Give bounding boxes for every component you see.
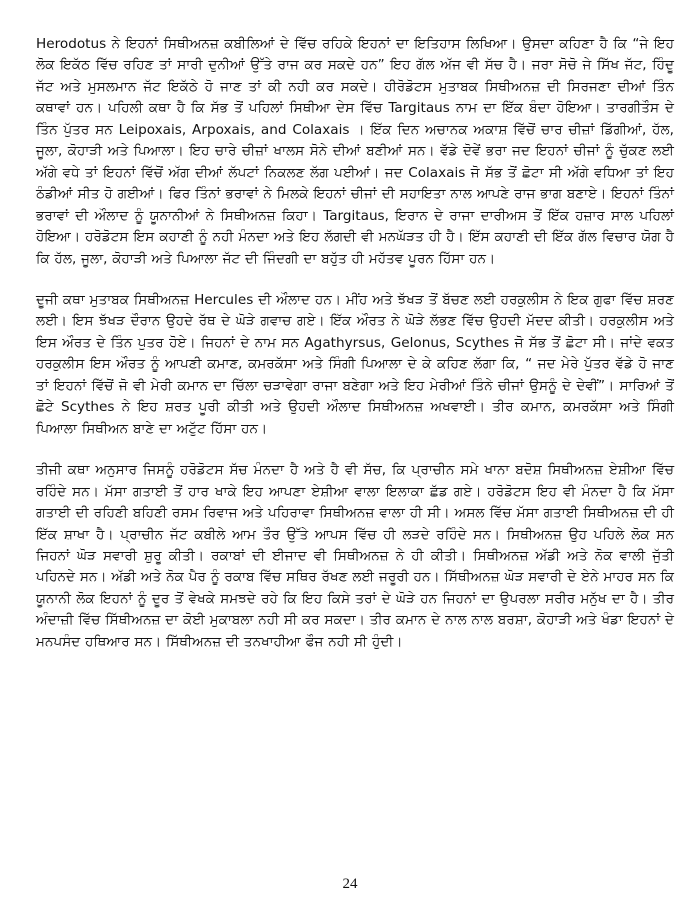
page-number: 24 xyxy=(342,876,358,892)
paragraph-second-legend: ਦੂਜੀ ਕਥਾ ਮੁਤਾਬਕ ਸਿਥੀਅਨਜ਼ Hercules ਦੀ ਔਲਾਦ ਹਨ। ਮੀਂਹ ਅਤੇ ਝੱਖੜ ਤੋਂ ਬੱਚਣ ਲਈ ਹਰਕੁਲੀਸ ਨੇ ਇਕ ਗੁਫਾ ਵਿੱਚ ਸ਼ਰਣ ਲਈ। ਇਸ ਝੱਖੜ ਦੌਰਾਨ ਉਹਦੇ ਰੱਥ ਦੇ ਘੋੜੇ ਗਵਾਚ ਗਏ। ਇੱਕ ਔਰਤ ਨੇ ਘੋੜੇ ਲੱਭਣ ਵਿੱਚ ਉਹਦੀ ਮੱਦਦ ਕੀਤੀ। ਹਰਕੁਲੀਸ ਅਤੇ ਇਸ ਔਰਤ ਦੇ ਤਿੰਨ ਪੁਤਰ ਹੋਏ। ਜਿਹਨਾਂ ਦੇ ਨਾਮ ਸਨ Agathyrsus, Gelonus, Scythes ਜੋ ਸੱਭ ਤੋਂ ਛੋਟਾ ਸੀ। ਜਾਂਦੇ ਵਕਤ ਹਰਕੁਲੀਸ ਇਸ ਔਰਤ ਨੂੰ ਆਪਣੀ ਕਮਾਣ, ਕਮਰਕੱਸਾ ਅਤੇ ਸਿੰਗੀ ਪਿਆਲਾ ਦੇ ਕੇ ਕਹਿਣ ਲੱਗਾ ਕਿ, “ ਜਦ ਮੇਰੇ ਪੁੱਤਰ ਵੱਡੇ ਹੋ ਜਾਣ ਤਾਂ ਇਹਨਾਂ ਵਿੱਚੋਂ ਜੋ ਵੀ ਮੇਰੀ ਕਮਾਨ ਦਾ ਚਿੱਲਾ ਚੜਾਵੇਗਾ ਰਾਜਾ ਬਣੇਗਾ ਅਤੇ ਇਹ ਮੇਰੀਆਂ ਤਿੰਨੇ ਚੀਜਾਂ ਉਸਨੂੰ ਦੇ ਦੇਵੀਂ”। ਸਾਰਿਆਂ ਤੋਂ ਛੋਟੇ Scythes ਨੇ ਇਹ ਸ਼ਰਤ ਪੂਰੀ ਕੀਤੀ ਅਤੇ ਉਹਦੀ ਔਲਾਦ ਸਿਥੀਅਨਜ਼ ਅਖਵਾਈ। ਤੀਰ ਕਮਾਨ, ਕਮਰਕੱਸਾ ਅਤੇ ਸਿੰਗੀ ਪਿਆਲਾ ਸਿਥੀਅਨ ਬਾਣੇ ਦਾ ਅਟੁੱਟ ਹਿੱਸਾ ਹਨ। xyxy=(36,291,674,437)
paragraph-first-legend: Herodotus ਨੇ ਇਹਨਾਂ ਸਿਥੀਅਨਜ਼ ਕਬੀਲਿਆਂ ਦੇ ਵਿੱਚ ਰਹਿਕੇ ਇਹਨਾਂ ਦਾ ਇਤਿਹਾਸ ਲਿਖਿਆ। ਉਸਦਾ ਕਹਿਣਾ ਹੈ ਕਿ “ਜੇ ਇਹ ਲੋਕ ਇਕੱਠ ਵਿੱਚ ਰਹਿਣ ਤਾਂ ਸਾਰੀ ਦੁਨੀਆਂ ਉੱਤੇ ਰਾਜ ਕਰ ਸਕਦੇ ਹਨ” ਇਹ ਗੱਲ ਅੱਜ ਵੀ ਸੱਚ ਹੈ। ਜਰਾ ਸੋਚੋ ਜੇ ਸਿੱਖ ਜੱਟ, ਹਿੰਦੂ ਜੱਟ ਅਤੇ ਮੁਸਲਮਾਨ ਜੱਟ ਇਕੱਠੇ ਹੋ ਜਾਣ ਤਾਂ ਕੀ ਨਹੀ ਕਰ ਸਕਦੇ। ਹੀਰੋਡੋਟਸ ਮੁਤਾਬਕ ਸਿਥੀਅਨਜ਼ ਦੀ ਸਿਰਜਣਾ ਦੀਆਂ ਤਿੰਨ ਕਥਾਵਾਂ ਹਨ। ਪਹਿਲੀ ਕਥਾ ਹੈ ਕਿ ਸੱਭ ਤੋਂ ਪਹਿਲਾਂ ਸਿਥੀਆ ਦੇਸ ਵਿੱਚ Targitaus ਨਾਮ ਦਾ ਇੱਕ ਬੰਦਾ ਹੋਇਆ। ਤਾਰਗੀਤੌਸ ਦੇ ਤਿੰਨ ਪੁੱਤਰ ਸਨ Leipoxais, Arpoxais, and Colaxais । ਇੱਕ ਦਿਨ ਅਚਾਨਕ ਅਕਾਸ਼ ਵਿੱਚੋਂ ਚਾਰ ਚੀਜ਼ਾਂ ਡਿੱਗੀਆਂ, ਹੱਲ, ਜੂਲਾ, ਕੋਹਾੜੀ ਅਤੇ ਪਿਆਲਾ। ਇਹ ਚਾਰੇ ਚੀਜ਼ਾਂ ਖਾਲਸ ਸੋਨੇ ਦੀਆਂ ਬਣੀਆਂ ਸਨ। ਵੱਡੇ ਦੋਵੇਂ ਭਰਾ ਜਦ ਇਹਨਾਂ ਚੀਜਾਂ ਨੂੰ ਚੁੱਕਣ ਲਈ ਅੱਗੇ ਵਧੇ ਤਾਂ ਇਹਨਾਂ ਵਿੱਚੋਂ ਅੱਗ ਦੀਆਂ ਲੱਪਟਾਂ ਨਿਕਲਣ ਲੱਗ ਪਈਆਂ। ਜਦ Colaxais ਜੋ ਸੱਭ ਤੋਂ ਛੋਟਾ ਸੀ ਅੱਗੇ ਵਧਿਆ ਤਾਂ ਇਹ ਠੰਡੀਆਂ ਸੀਤ ਹੋ ਗਈਆਂ। ਫਿਰ ਤਿੰਨਾਂ ਭਰਾਵਾਂ ਨੇ ਮਿਲਕੇ ਇਹਨਾਂ ਚੀਜਾਂ ਦੀ ਸਹਾਇਤਾ ਨਾਲ ਆਪਣੇ ਰਾਜ ਭਾਗ ਬਣਾਏ। ਇਹਨਾਂ ਤਿੰਨਾਂ ਭਰਾਵਾਂ ਦੀ ਔਲਾਦ ਨੂੰ ਯੂਨਾਨੀਆਂ ਨੇ ਸਿਥੀਅਨਜ਼ ਕਿਹਾ। Targitaus, ਇਰਾਨ ਦੇ ਰਾਜਾ ਦਾਰੀਅਸ ਤੋਂ ਇੱਕ ਹਜ਼ਾਰ ਸਾਲ ਪਹਿਲਾਂ ਹੋਇਆ। ਹਰੋਡੋਟਸ ਇਸ ਕਹਾਣੀ ਨੂੰ ਨਹੀ ਮੰਨਦਾ ਅਤੇ ਇਹ ਲੱਗਦੀ ਵੀ ਮਨਘੱੜਤ ਹੀ ਹੈ। ਇੱਸ ਕਹਾਣੀ ਦੀ ਇੱਕ ਗੱਲ ਵਿਚਾਰ ਯੋਗ ਹੈ ਕਿ ਹੱਲ, ਜੂਲਾ, ਕੋਹਾੜੀ ਅਤੇ ਪਿਆਲਾ ਜੱਟ ਦੀ ਜਿੰਦਗੀ ਦਾ ਬਹੁੱਤ ਹੀ ਮਹੱਤਵ ਪੂਰਨ ਹਿੱਸਾ ਹਨ। xyxy=(36,36,674,267)
paragraph-third-legend: ਤੀਜੀ ਕਥਾ ਅਨੁਸਾਰ ਜਿਸਨੂੰ ਹਰੋਡੋਟਸ ਸੱਚ ਮੰਨਦਾ ਹੈ ਅਤੇ ਹੈ ਵੀ ਸੱਚ, ਕਿ ਪ੍ਰਾਚੀਨ ਸਮੇ ਖਾਨਾ ਬਦੋਸ਼ ਸਿਥੀਅਨਜ਼ ਏਸ਼ੀਆ ਵਿੱਚ ਰਹਿੰਦੇ ਸਨ। ਮੱਸਾ ਗਤਾਈ ਤੋਂ ਹਾਰ ਖਾਕੇ ਇਹ ਆਪਣਾ ਏਸ਼ੀਆ ਵਾਲਾ ਇਲਾਕਾ ਛੱਡ ਗਏ। ਹਰੋਡੋਟਸ ਇਹ ਵੀ ਮੰਨਦਾ ਹੈ ਕਿ ਮੱਸਾ ਗਤਾਈ ਦੀ ਰਹਿਣੀ ਬਹਿਣੀ ਰਸਮ ਰਿਵਾਜ ਅਤੇ ਪਹਿਰਾਵਾ ਸਿਥੀਅਨਜ਼ ਵਾਲਾ ਹੀ ਸੀ। ਅਸਲ ਵਿੱਚ ਮੱਸਾ ਗਤਾਈ ਸਿਥੀਅਨਜ਼ ਦੀ ਹੀ ਇੱਕ ਸ਼ਾਖਾ ਹੈ। ਪ੍ਰਾਚੀਨ ਜੱਟ ਕਬੀਲੇ ਆਮ ਤੌਰ ਉੱਤੇ ਆਪਸ ਵਿੱਚ ਹੀ ਲੜਦੇ ਰਹਿੰਦੇ ਸਨ। ਸਿਥੀਅਨਜ਼ ਉਹ ਪਹਿਲੇ ਲੋਕ ਸਨ ਜਿਹਨਾਂ ਘੋੜ ਸਵਾਰੀ ਸ਼ੁਰੂ ਕੀਤੀ। ਰਕਾਬਾਂ ਦੀ ਈਜਾਦ ਵੀ ਸਿਥੀਅਨਜ਼ ਨੇ ਹੀ ਕੀਤੀ। ਸਿਥੀਅਨਜ਼ ਅੱਡੀ ਅਤੇ ਨੋਕ ਵਾਲੀ ਜੁੱਤੀ ਪਹਿਨਦੇ ਸਨ। ਅੱਡੀ ਅਤੇ ਨੋਕ ਪੈਰ ਨੂੰ ਰਕਾਬ ਵਿੱਚ ਸਥਿਰ ਰੱਖਣ ਲਈ ਜਰੂਰੀ ਹਨ। ਸਿੱਥੀਅਨਜ਼ ਘੋੜ ਸਵਾਰੀ ਦੇ ਏਨੇ ਮਾਹਰ ਸਨ ਕਿ ਯੂਨਾਨੀ ਲੋਕ ਇਹਨਾਂ ਨੂੰ ਦੂਰ ਤੋਂ ਵੇਖਕੇ ਸਮਝਦੇ ਰਹੇ ਕਿ ਇਹ ਕਿਸੇ ਤਰਾਂ ਦੇ ਘੋੜੇ ਹਨ ਜਿਹਨਾਂ ਦਾ ਉਪਰਲਾ ਸਰੀਰ ਮਨੁੱਖ ਦਾ ਹੈ। ਤੀਰ ਅੰਦਾਜ਼ੀ ਵਿੱਚ ਸਿੱਥੀਅਨਜ਼ ਦਾ ਕੋਈ ਮੁਕਾਬਲਾ ਨਹੀ ਸੀ ਕਰ ਸਕਦਾ। ਤੀਰ ਕਮਾਨ ਦੇ ਨਾਲ ਨਾਲ ਬਰਸ਼ਾ, ਕੋਹਾੜੀ ਅਤੇ ਖੰਡਾ ਇਹਨਾਂ ਦੇ ਮਨਪਸੰਦ ਹਥਿਆਰ ਸਨ। ਸਿੱਥੀਅਨਜ਼ ਦੀ ਤਨਖਾਹੀਆ ਫੌਜ ਨਹੀ ਸੀ ਹੁੰਦੀ। xyxy=(36,462,674,650)
document-page xyxy=(36,34,674,653)
